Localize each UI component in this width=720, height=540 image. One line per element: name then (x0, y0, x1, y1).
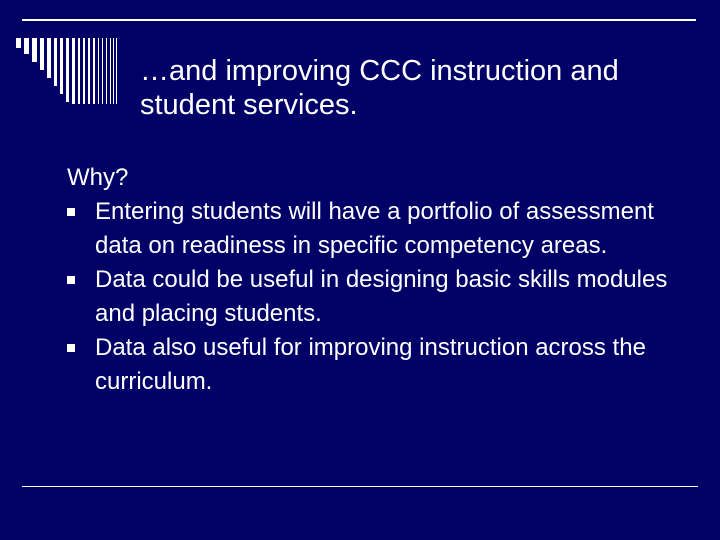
slide-body (67, 161, 687, 399)
bullet-text: Entering students will have a portfolio of assessment data on readiness in specific competency areas. (95, 198, 654, 259)
bullet-item (67, 263, 687, 331)
slide-title: …and improving CCC instruction and student services. (140, 55, 619, 121)
square-bullet-icon (67, 344, 75, 352)
bullet-text: Data could be useful in designing basic skills modules and placing students. (95, 266, 668, 327)
decorative-stripes (0, 0, 140, 110)
square-bullet-icon (67, 276, 75, 284)
bullet-text: Data also useful for improving instruction across the curriculum. (95, 334, 646, 395)
bottom-rule (22, 486, 698, 487)
bullet-item (67, 195, 687, 263)
bullet-item (67, 331, 687, 399)
square-bullet-icon (67, 208, 75, 216)
lead-text: Why? (67, 164, 129, 191)
bullet-list (67, 195, 687, 399)
